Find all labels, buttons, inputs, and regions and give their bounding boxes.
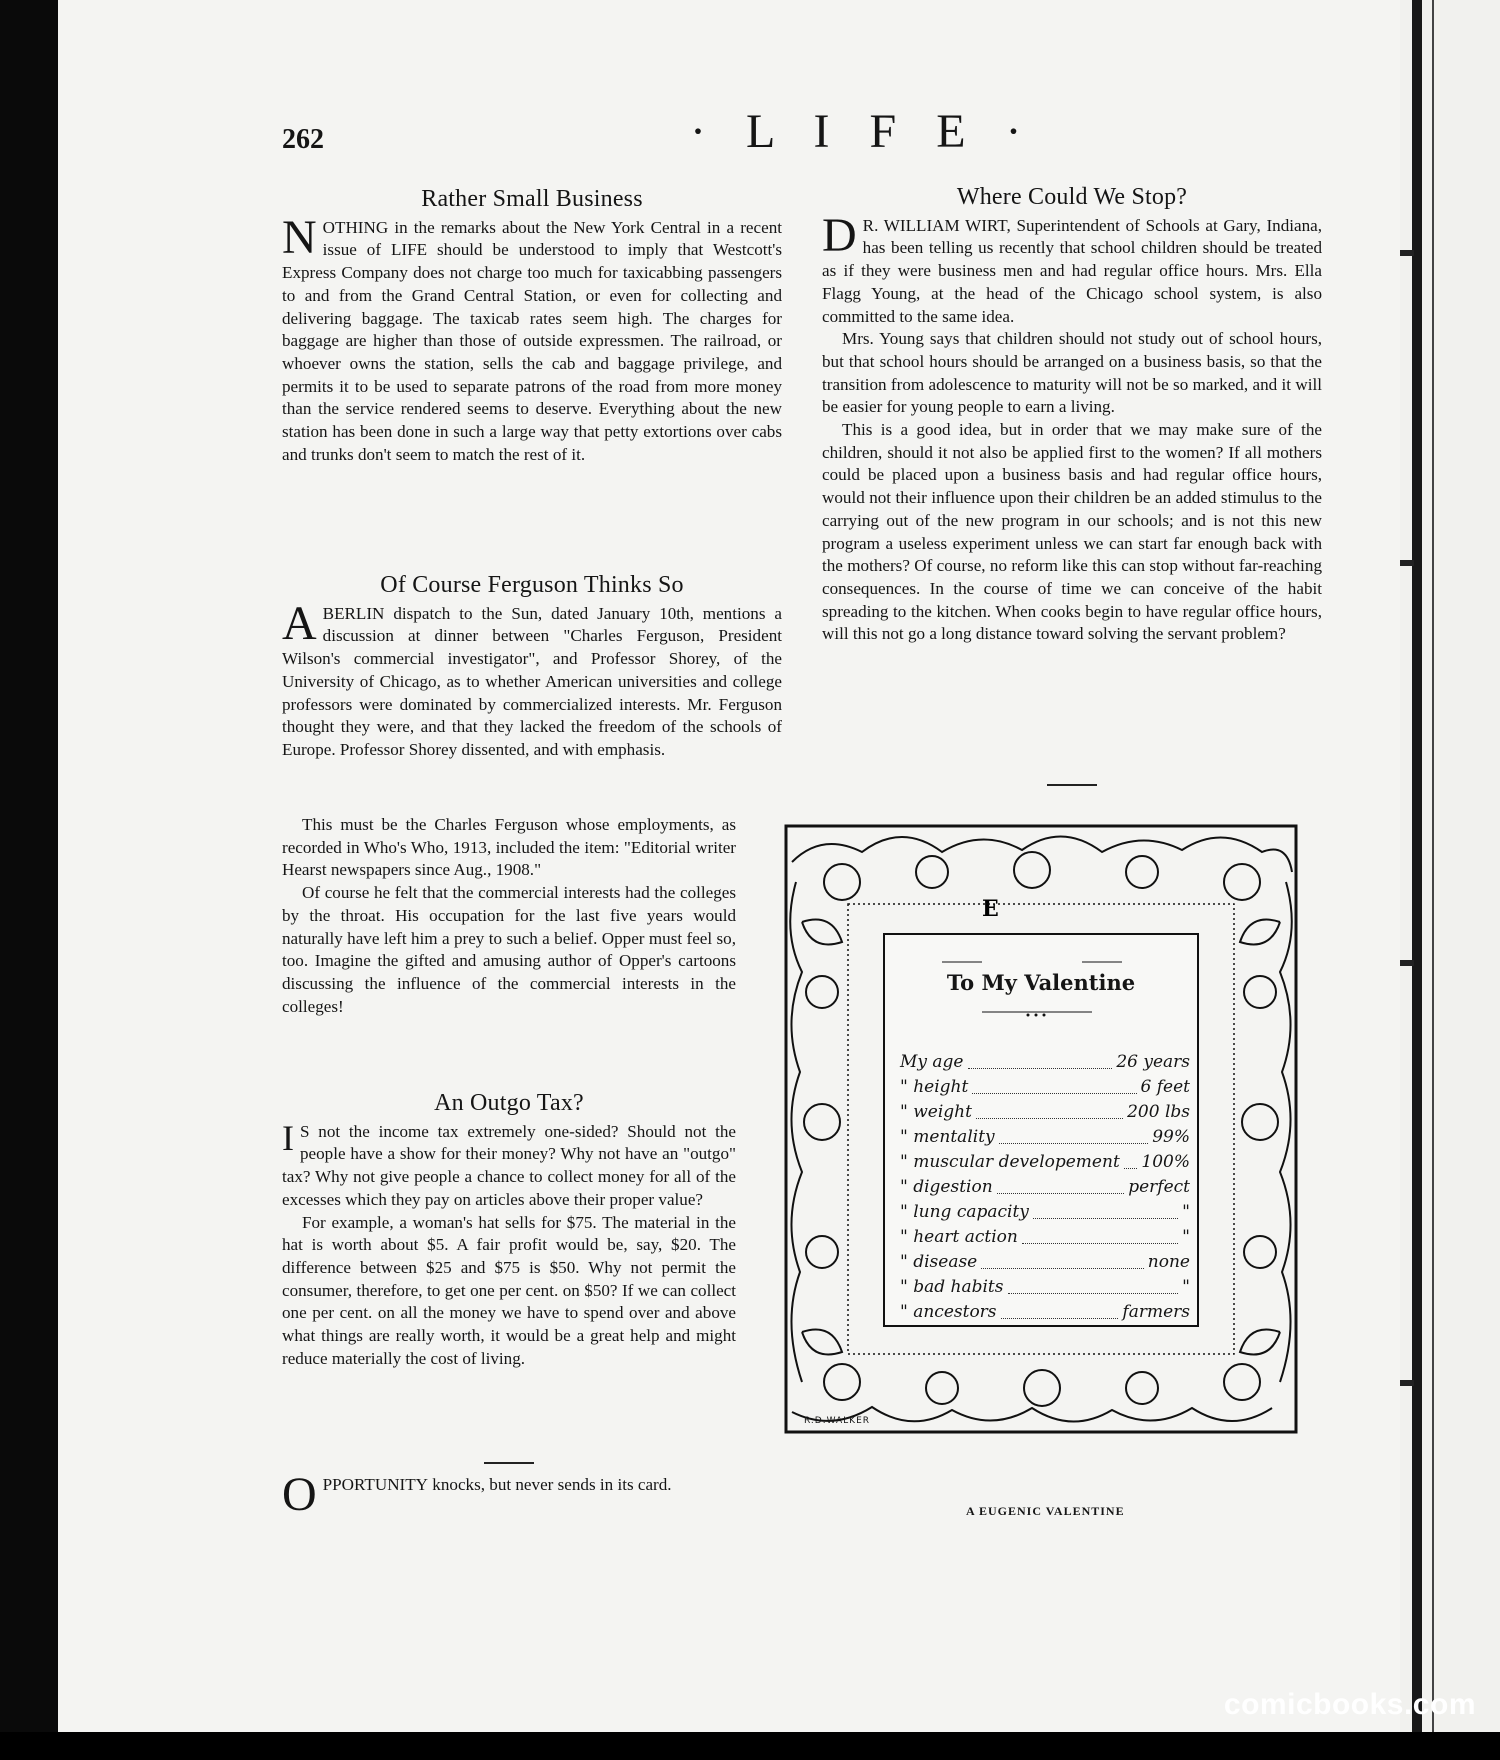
article-ferguson [282, 574, 782, 762]
valentine-stats [900, 1050, 1190, 1325]
stat-row [900, 1175, 1190, 1200]
lead-word: OTHING [322, 217, 389, 237]
article-body: not the income tax extremely one-sided? Should not the people have a show for their money? Why not have an "outgo" tax? Why not give people a chance to collect money for all of the excesses which they pay on articles above their proper value? [282, 1121, 736, 1209]
article-where-could-we-stop [822, 186, 1322, 646]
svg-text:E: E [982, 896, 999, 922]
separator-rule [282, 1462, 736, 1464]
stat-value: " [1182, 1277, 1190, 1297]
stat-label: " lung capacity [900, 1202, 1029, 1222]
article-paragraph: This must be the Charles Ferguson whose employments, as recorded in Who's Who, 1913, included the item: "Editorial writer Hearst newspapers since Aug., 1908." [282, 815, 736, 880]
stat-row [900, 1300, 1190, 1325]
stat-value: 99% [1152, 1127, 1190, 1147]
stat-row [900, 1225, 1190, 1250]
scan-edge-left [0, 0, 58, 1760]
drop-cap: O [282, 1468, 317, 1521]
stat-value: 26 years [1116, 1052, 1190, 1072]
stat-row [900, 1075, 1190, 1100]
stat-row [900, 1250, 1190, 1275]
stat-row [900, 1275, 1190, 1300]
stat-label: " height [900, 1077, 969, 1097]
stat-row [900, 1100, 1190, 1125]
drop-cap: D [822, 208, 857, 262]
filler-body: knocks, but never sends in its card. [432, 1475, 672, 1494]
stat-value: " [1182, 1202, 1190, 1222]
stat-label: " heart action [900, 1227, 1018, 1247]
drop-cap: A [282, 596, 317, 650]
stat-row [900, 1150, 1190, 1175]
stat-value: farmers [1122, 1302, 1190, 1322]
stat-label: " bad habits [900, 1277, 1004, 1297]
article-body: dispatch to the Sun, dated January 10th, mentions a discussion at dinner between "Charles Ferguson, President Wilson's commercial investigator", and Professor Shorey, of the University of Chicago, as to whether American universities and college professors were dominated by commercialized interests. Mr. Ferguson thought they were, and that they lacked the freedom of the schools of Europe. Professor Shorey dissented, and with emphasis. [282, 603, 782, 759]
article-title: Where Could We Stop? [956, 184, 1188, 210]
valentine-title: To My Valentine [946, 970, 1136, 995]
stat-label: " muscular developement [900, 1152, 1120, 1172]
article-paragraph: Of course he felt that the commercial interests had the colleges by the throat. His occupation for the last five years would naturally have left him a prey to such a belief. Opper must feel so, too. Imagine the gifted and amusing author of Opper's cartoons discussing the influence of the commercial interests in the colleges! [282, 883, 736, 1016]
article-rather-small-business [282, 188, 782, 466]
article-paragraph: Mrs. Young says that children should not study out of school hours, but that school hours should be arranged on a business basis, so that the transition from adolescence to maturity will not be so marked, and it will be easier for young people to earn a living. [822, 329, 1322, 417]
lead-word: PPORTUNITY [322, 1475, 429, 1494]
stat-label: " disease [900, 1252, 978, 1272]
artist-signature: R.D.WALKER [804, 1416, 871, 1426]
stat-label: " ancestors [900, 1302, 997, 1322]
page-binding [1400, 0, 1500, 1732]
page-number: 262 [282, 124, 324, 155]
masthead: · L I F E · [690, 105, 1036, 158]
lead-word: BERLIN [322, 603, 385, 623]
article-paragraph: For example, a woman's hat sells for $75. The material in the hat is worth about $5. A fair profit would be, say, $20. The difference between $25 and $75 is $50. Why not permit the consumer, therefore, to get one per cent. on $50? If we can collect one per cent. on all the money we have to spend over and above what things are really worth, it would be a great help and might reduce materially the cost of living. [282, 1212, 736, 1368]
article-title: Of Course Ferguson Thinks So [380, 572, 684, 598]
article-paragraph: This is a good idea, but in order that we may make sure of the children, should it not also be applied first to the women? If all mothers could be placed upon a business basis and had regular office hours, would not their influence upon their children be an added stimulus to the carrying out of the new program in our schools; and is not this new program a useless experiment unless we can start far enough back with the mothers? Of course, no reform like this can stop without far-reaching consequences. In the course of time we can conceive of the habit spreading to the kitchen. When cooks begin to have regular office hours, will this not go a long distance toward solving the servant problem? [822, 420, 1322, 644]
site-watermark: comicbooks.com [1223, 1688, 1476, 1721]
stat-row [900, 1200, 1190, 1225]
drop-cap: N [282, 210, 317, 264]
article-title: An Outgo Tax? [434, 1090, 584, 1116]
stat-value: perfect [1128, 1177, 1190, 1197]
scan-footer-bar [0, 1732, 1500, 1760]
stat-label: " mentality [900, 1127, 995, 1147]
stat-value: 6 feet [1140, 1077, 1190, 1097]
article-ferguson-continued [282, 814, 736, 1018]
stat-label: " digestion [900, 1177, 993, 1197]
stat-label: " weight [900, 1102, 972, 1122]
article-title: Rather Small Business [421, 186, 643, 212]
stat-label: My age [900, 1052, 964, 1072]
stat-value: none [1147, 1252, 1190, 1272]
lead-word: S [300, 1121, 310, 1141]
filler-opportunity [282, 1468, 736, 1521]
stat-value: 100% [1141, 1152, 1190, 1172]
drop-cap: I [282, 1117, 294, 1158]
illustration-caption: A EUGENIC VALENTINE [966, 1504, 1125, 1518]
stat-row [900, 1050, 1190, 1075]
stat-row [900, 1125, 1190, 1150]
article-outgo-tax [282, 1092, 736, 1370]
article-body: Superintendent of Schools at Gary, Indiana, has been telling us recently that school children should be treated as if they were business men and had regular office hours. Mrs. Ella Flagg Young, at the head of the Chicago school system, is also committed to the same idea. [822, 215, 1322, 326]
stat-value: " [1182, 1227, 1190, 1247]
article-body: in the remarks about the New York Central in a recent issue of LIFE should be understood to imply that Westcott's Express Company does not charge too much for taxicabbing passengers to and from the Grand Central Station, or even for collecting and delivering baggage. The taxicab rates seem high. The charges for baggage are higher than those of outside expressmen. The railroad, or whoever owns the station, sells the cab and baggage privilege, and permits it to be used to separate patrons of the road from more money than the service rendered seems to deserve. Everything about the new station has been done in such a large way that petty extortions over cabs and trunks don't seem to match the rest of it. [282, 217, 782, 464]
stat-value: 200 lbs [1127, 1102, 1190, 1122]
lead-word: R. WILLIAM WIRT, [862, 215, 1011, 235]
separator-rule [822, 784, 1322, 786]
valentine-illustration [782, 822, 1300, 1436]
